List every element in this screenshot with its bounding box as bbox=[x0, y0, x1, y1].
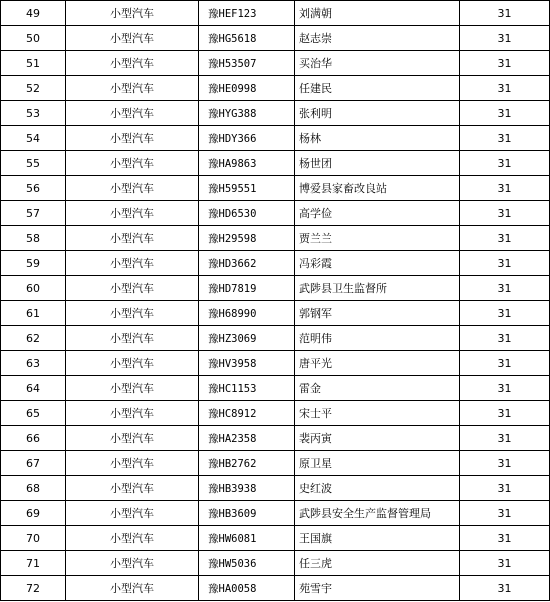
plate-number-cell: 豫HA2358 bbox=[199, 426, 295, 451]
vehicle-type-cell: 小型汽车 bbox=[66, 476, 199, 501]
owner-name-cell: 唐平光 bbox=[295, 351, 460, 376]
row-number-cell: 60 bbox=[1, 276, 66, 301]
vehicle-type-cell: 小型汽车 bbox=[66, 276, 199, 301]
vehicle-type-cell: 小型汽车 bbox=[66, 151, 199, 176]
owner-name-cell: 张利明 bbox=[295, 101, 460, 126]
owner-name-cell: 裴丙寅 bbox=[295, 426, 460, 451]
row-number-cell: 59 bbox=[1, 251, 66, 276]
plate-number-cell: 豫H29598 bbox=[199, 226, 295, 251]
table-row bbox=[1, 276, 550, 301]
plate-number-cell: 豫HB3609 bbox=[199, 501, 295, 526]
row-number-cell: 69 bbox=[1, 501, 66, 526]
row-number-cell: 63 bbox=[1, 351, 66, 376]
vehicle-type-cell: 小型汽车 bbox=[66, 576, 199, 601]
row-number-cell: 56 bbox=[1, 176, 66, 201]
count-cell: 31 bbox=[460, 51, 550, 76]
owner-name-cell: 刘满朝 bbox=[295, 1, 460, 26]
plate-number-cell: 豫HDY366 bbox=[199, 126, 295, 151]
table-row bbox=[1, 426, 550, 451]
count-cell: 31 bbox=[460, 451, 550, 476]
count-cell: 31 bbox=[460, 551, 550, 576]
owner-name-cell: 苑雪宇 bbox=[295, 576, 460, 601]
count-cell: 31 bbox=[460, 401, 550, 426]
vehicle-type-cell: 小型汽车 bbox=[66, 526, 199, 551]
row-number-cell: 61 bbox=[1, 301, 66, 326]
row-number-cell: 53 bbox=[1, 101, 66, 126]
plate-number-cell: 豫H68990 bbox=[199, 301, 295, 326]
vehicle-type-cell: 小型汽车 bbox=[66, 201, 199, 226]
vehicle-type-cell: 小型汽车 bbox=[66, 376, 199, 401]
row-number-cell: 52 bbox=[1, 76, 66, 101]
owner-name-cell: 杨世团 bbox=[295, 151, 460, 176]
row-number-cell: 57 bbox=[1, 201, 66, 226]
owner-name-cell: 武陟县卫生监督所 bbox=[295, 276, 460, 301]
row-number-cell: 70 bbox=[1, 526, 66, 551]
count-cell: 31 bbox=[460, 501, 550, 526]
table-row bbox=[1, 201, 550, 226]
row-number-cell: 67 bbox=[1, 451, 66, 476]
plate-number-cell: 豫H59551 bbox=[199, 176, 295, 201]
vehicle-type-cell: 小型汽车 bbox=[66, 76, 199, 101]
count-cell: 31 bbox=[460, 251, 550, 276]
count-cell: 31 bbox=[460, 476, 550, 501]
row-number-cell: 62 bbox=[1, 326, 66, 351]
count-cell: 31 bbox=[460, 426, 550, 451]
owner-name-cell: 王国旗 bbox=[295, 526, 460, 551]
table-row bbox=[1, 376, 550, 401]
count-cell: 31 bbox=[460, 526, 550, 551]
table-row bbox=[1, 151, 550, 176]
plate-number-cell: 豫HG5618 bbox=[199, 26, 295, 51]
row-number-cell: 65 bbox=[1, 401, 66, 426]
count-cell: 31 bbox=[460, 26, 550, 51]
table-row bbox=[1, 1, 550, 26]
plate-number-cell: 豫HD6530 bbox=[199, 201, 295, 226]
row-number-cell: 54 bbox=[1, 126, 66, 151]
row-number-cell: 51 bbox=[1, 51, 66, 76]
table-row bbox=[1, 351, 550, 376]
table-row bbox=[1, 451, 550, 476]
table-row bbox=[1, 51, 550, 76]
plate-number-cell: 豫HC8912 bbox=[199, 401, 295, 426]
owner-name-cell: 冯彩霞 bbox=[295, 251, 460, 276]
row-number-cell: 71 bbox=[1, 551, 66, 576]
table-row bbox=[1, 401, 550, 426]
count-cell: 31 bbox=[460, 101, 550, 126]
vehicle-type-cell: 小型汽车 bbox=[66, 301, 199, 326]
plate-number-cell: 豫H53507 bbox=[199, 51, 295, 76]
plate-number-cell: 豫HW5036 bbox=[199, 551, 295, 576]
owner-name-cell: 赵志崇 bbox=[295, 26, 460, 51]
owner-name-cell: 郭钢军 bbox=[295, 301, 460, 326]
owner-name-cell: 贾兰兰 bbox=[295, 226, 460, 251]
table-row bbox=[1, 76, 550, 101]
vehicle-type-cell: 小型汽车 bbox=[66, 501, 199, 526]
vehicle-type-cell: 小型汽车 bbox=[66, 251, 199, 276]
owner-name-cell: 杨林 bbox=[295, 126, 460, 151]
count-cell: 31 bbox=[460, 351, 550, 376]
owner-name-cell: 武陟县安全生产监督管理局 bbox=[295, 501, 460, 526]
plate-number-cell: 豫HW6081 bbox=[199, 526, 295, 551]
plate-number-cell: 豫HA9863 bbox=[199, 151, 295, 176]
row-number-cell: 49 bbox=[1, 1, 66, 26]
owner-name-cell: 任建民 bbox=[295, 76, 460, 101]
count-cell: 31 bbox=[460, 576, 550, 601]
plate-number-cell: 豫HB3938 bbox=[199, 476, 295, 501]
table-row bbox=[1, 226, 550, 251]
table-row bbox=[1, 551, 550, 576]
vehicle-type-cell: 小型汽车 bbox=[66, 176, 199, 201]
count-cell: 31 bbox=[460, 176, 550, 201]
table-row bbox=[1, 126, 550, 151]
plate-number-cell: 豫HZ3069 bbox=[199, 326, 295, 351]
owner-name-cell: 高学俭 bbox=[295, 201, 460, 226]
row-number-cell: 50 bbox=[1, 26, 66, 51]
count-cell: 31 bbox=[460, 226, 550, 251]
table-row bbox=[1, 576, 550, 601]
table-row bbox=[1, 176, 550, 201]
count-cell: 31 bbox=[460, 201, 550, 226]
plate-number-cell: 豫HD3662 bbox=[199, 251, 295, 276]
owner-name-cell: 买治华 bbox=[295, 51, 460, 76]
table-row bbox=[1, 476, 550, 501]
owner-name-cell: 宋士平 bbox=[295, 401, 460, 426]
row-number-cell: 55 bbox=[1, 151, 66, 176]
owner-name-cell: 史红波 bbox=[295, 476, 460, 501]
vehicle-table-body bbox=[1, 1, 550, 601]
row-number-cell: 66 bbox=[1, 426, 66, 451]
plate-number-cell: 豫HYG388 bbox=[199, 101, 295, 126]
table-row bbox=[1, 326, 550, 351]
table-row bbox=[1, 101, 550, 126]
table-row bbox=[1, 251, 550, 276]
vehicle-type-cell: 小型汽车 bbox=[66, 451, 199, 476]
plate-number-cell: 豫HD7819 bbox=[199, 276, 295, 301]
vehicle-type-cell: 小型汽车 bbox=[66, 326, 199, 351]
vehicle-type-cell: 小型汽车 bbox=[66, 426, 199, 451]
plate-number-cell: 豫HE0998 bbox=[199, 76, 295, 101]
table-row bbox=[1, 501, 550, 526]
count-cell: 31 bbox=[460, 376, 550, 401]
table-row bbox=[1, 301, 550, 326]
vehicle-type-cell: 小型汽车 bbox=[66, 401, 199, 426]
plate-number-cell: 豫HB2762 bbox=[199, 451, 295, 476]
count-cell: 31 bbox=[460, 76, 550, 101]
owner-name-cell: 原卫星 bbox=[295, 451, 460, 476]
row-number-cell: 58 bbox=[1, 226, 66, 251]
vehicle-type-cell: 小型汽车 bbox=[66, 101, 199, 126]
row-number-cell: 64 bbox=[1, 376, 66, 401]
vehicle-type-cell: 小型汽车 bbox=[66, 226, 199, 251]
count-cell: 31 bbox=[460, 301, 550, 326]
row-number-cell: 68 bbox=[1, 476, 66, 501]
count-cell: 31 bbox=[460, 151, 550, 176]
vehicle-type-cell: 小型汽车 bbox=[66, 1, 199, 26]
vehicle-type-cell: 小型汽车 bbox=[66, 51, 199, 76]
vehicle-type-cell: 小型汽车 bbox=[66, 26, 199, 51]
count-cell: 31 bbox=[460, 1, 550, 26]
count-cell: 31 bbox=[460, 326, 550, 351]
vehicle-type-cell: 小型汽车 bbox=[66, 351, 199, 376]
owner-name-cell: 雷金 bbox=[295, 376, 460, 401]
owner-name-cell: 范明伟 bbox=[295, 326, 460, 351]
table-row bbox=[1, 26, 550, 51]
vehicle-type-cell: 小型汽车 bbox=[66, 551, 199, 576]
plate-number-cell: 豫HEF123 bbox=[199, 1, 295, 26]
plate-number-cell: 豫HA0058 bbox=[199, 576, 295, 601]
owner-name-cell: 博爱县家畜改良站 bbox=[295, 176, 460, 201]
plate-number-cell: 豫HV3958 bbox=[199, 351, 295, 376]
vehicle-type-cell: 小型汽车 bbox=[66, 126, 199, 151]
count-cell: 31 bbox=[460, 276, 550, 301]
plate-number-cell: 豫HC1153 bbox=[199, 376, 295, 401]
owner-name-cell: 任三虎 bbox=[295, 551, 460, 576]
table-row bbox=[1, 526, 550, 551]
row-number-cell: 72 bbox=[1, 576, 66, 601]
count-cell: 31 bbox=[460, 126, 550, 151]
